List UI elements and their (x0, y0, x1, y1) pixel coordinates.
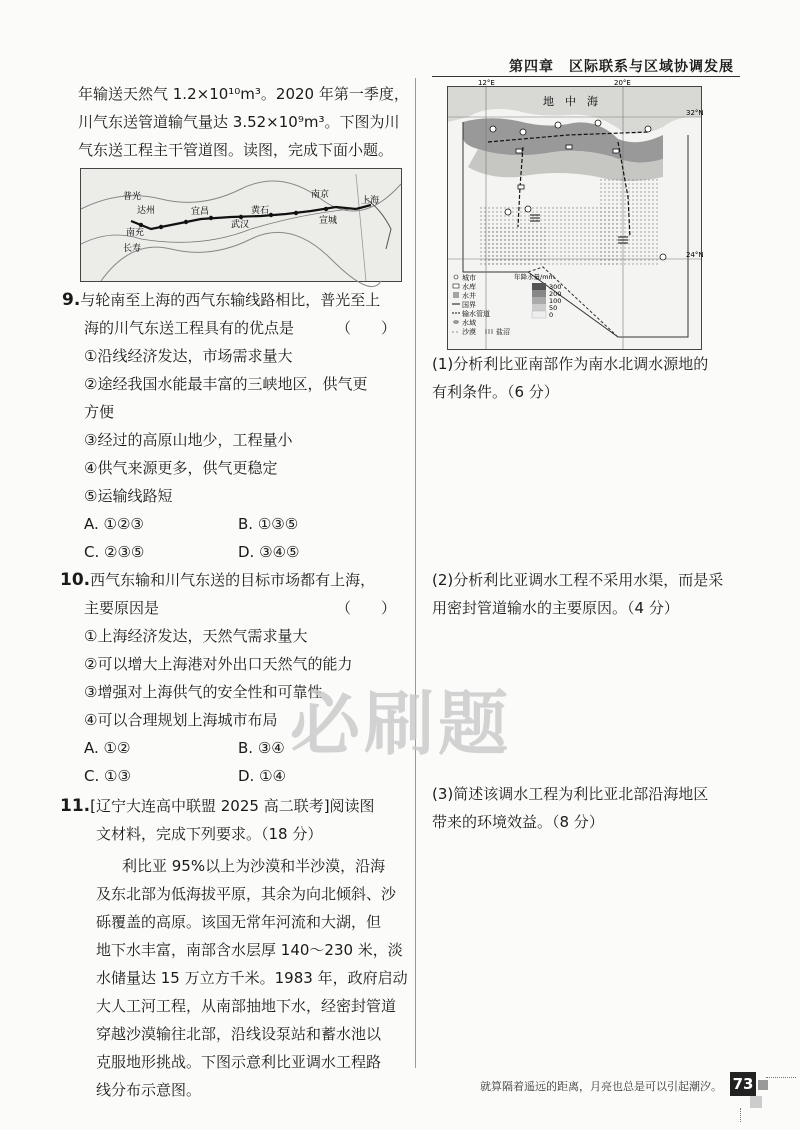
legend-item: 水域 (462, 319, 476, 327)
lon-label: 12°E (478, 79, 495, 87)
sub-question-1: 有利条件。（6 分） (432, 383, 559, 401)
q9-item: 方便 (84, 403, 115, 421)
q10-stem-2: 主要原因是 (84, 599, 160, 617)
map-label: 黄石 (251, 206, 270, 216)
q11-passage-line: 克服地形挑战。下图示意利比亚调水工程路 (96, 1053, 382, 1071)
legend-item: 盐沼 (496, 328, 510, 336)
q10-option-a[interactable]: A. ①② (84, 739, 131, 757)
decor-dots (740, 1108, 742, 1122)
q9-stem-2: 海的川气东送工程具有的优点是 (84, 319, 295, 337)
decor-dots (766, 1077, 796, 1079)
q9-item: ①沿线经济发达，市场需求量大 (84, 347, 293, 365)
map-label: 达州 (137, 206, 156, 216)
sub-question-2: (2)分析利比亚调水工程不采用水渠，而是采 (432, 571, 724, 589)
precip-value: 50 (549, 304, 558, 312)
q10-stem-1: 10.西气东输和川气东送的目标市场都有上海， (60, 570, 376, 590)
q11-passage-line: 水储量达 15 万立方千米。1983 年，政府启动 (96, 969, 408, 987)
q11-passage-line: 线分布示意图。 (96, 1081, 202, 1099)
q10-item: ④可以合理规划上海城市布局 (84, 711, 278, 729)
libya-water-map (447, 79, 704, 350)
lat-label: 32°N (686, 109, 704, 117)
q9-item: ③经过的高原山地少，工程量小 (84, 431, 293, 449)
q11-stem-1: 11.[辽宁大连高中联盟 2025 高二联考]阅读图 (60, 796, 375, 816)
lon-label: 20°E (614, 79, 631, 87)
q9-number: 9. (62, 290, 81, 310)
q9-option-c[interactable]: C. ②③⑤ (84, 543, 145, 561)
q9-answer-blank[interactable]: （ ） (336, 319, 397, 337)
q10-item: ③增强对上海供气的安全性和可靠性 (84, 683, 323, 701)
libya-map-svg (448, 79, 704, 349)
sub-question-3: 带来的环境效益。（8 分） (432, 813, 604, 831)
q9-stem-1: 9.与轮南至上海的西气东输线路相比，普光至上 (62, 290, 381, 310)
legend-item: 国界 (462, 301, 476, 309)
desert-legend-icon (452, 329, 460, 334)
legend-item: 城市 (462, 274, 476, 282)
sub-question-2: 用密封管道输水的主要原因。（4 分） (432, 599, 679, 617)
q11-passage-line: 及东北部为低海拔平原，其余为向北倾斜、沙 (96, 885, 397, 903)
q9-item: ⑤运输线路短 (84, 487, 173, 505)
map-label: 普光 (123, 192, 142, 202)
pipeline-map (80, 168, 402, 282)
q11-stem-2: 文材料，完成下列要求。（18 分） (96, 825, 323, 843)
chapter-title: 第四章 区际联系与区域协调发展 (509, 59, 734, 75)
q10-option-b[interactable]: B. ③④ (238, 739, 285, 757)
map-label: 长寿 (123, 244, 142, 254)
q10-number: 10. (60, 570, 91, 590)
legend-item: 水库 (462, 283, 476, 291)
map-label: 宣城 (319, 216, 338, 226)
q10-answer-blank[interactable]: （ ） (336, 599, 397, 617)
q10-option-c[interactable]: C. ①③ (84, 767, 131, 785)
q9-option-d[interactable]: D. ③④⑤ (238, 543, 300, 561)
intro-line: 川气东送管道输气量达 3.52×10⁹m³。下图为川 (78, 113, 400, 131)
map-label: 南京 (311, 190, 330, 200)
legend-item: 输水管道 (462, 310, 490, 318)
precip-legend-title: 年降水量/mm (514, 273, 555, 281)
sub-question-3: (3)简述该调水工程为利比亚北部沿海地区 (432, 785, 709, 803)
q11-passage-line: 利比亚 95%以上为沙漠和半沙漠，沿海 (122, 857, 386, 875)
precip-value: 0 (549, 311, 554, 319)
footer-quote: 就算隔着遥远的距离，月亮也总是可以引起潮汐。 (480, 1080, 722, 1093)
city-legend-icon (454, 275, 458, 279)
map-label: 宜昌 (191, 207, 210, 217)
q9-item: ④供气来源更多，供气更稳定 (84, 459, 278, 477)
watermark-logo: 必刷题 (290, 683, 512, 765)
q11-number: 11. (60, 796, 91, 816)
decor-square (758, 1080, 768, 1090)
map-label: 上海 (361, 196, 380, 206)
q11-passage-line: 大人工河工程，从南部抽地下水，经密封管道 (96, 997, 397, 1015)
header-rule (432, 76, 740, 77)
precip-value: 200 (549, 290, 562, 298)
sub-question-1: (1)分析利比亚南部作为南水北调水源地的 (432, 355, 709, 373)
precip-value: 100 (549, 297, 562, 305)
reservoir-legend-icon (453, 284, 459, 288)
q10-item: ①上海经济发达，天然气需求量大 (84, 627, 308, 645)
precip-value: 300 (549, 283, 562, 291)
intro-line: 气东送工程主干管道图。读图，完成下面小题。 (78, 141, 394, 159)
q10-option-d[interactable]: D. ①④ (238, 767, 286, 785)
map-label: 南充 (126, 228, 145, 238)
decor-square (750, 1096, 762, 1108)
q10-item: ②可以增大上海港对外出口天然气的能力 (84, 655, 353, 673)
map-label: 武汉 (231, 220, 250, 230)
legend-item: 沙漠 (462, 328, 476, 336)
page-number: 73 (730, 1072, 756, 1096)
pipeline-map-svg (81, 169, 401, 281)
lat-label: 24°N (686, 251, 704, 259)
q11-passage-line: 砾覆盖的高原。该国无常年河流和大湖，但 (96, 913, 382, 931)
column-divider (415, 78, 416, 1068)
intro-line: 年输送天然气 1.2×10¹⁰m³。2020 年第一季度， (78, 85, 409, 103)
water-legend-icon (453, 320, 459, 324)
q9-item: ②途经我国水能最丰富的三峡地区，供气更 (84, 375, 368, 393)
q11-passage-line: 穿越沙漠输往北部，沿线设泵站和蓄水池以 (96, 1025, 382, 1043)
q9-option-b[interactable]: B. ①③⑤ (238, 515, 299, 533)
legend-item: 水井 (462, 292, 476, 300)
q11-passage-line: 地下水丰富，南部含水层厚 140～230 米，淡 (96, 941, 403, 959)
q9-option-a[interactable]: A. ①②③ (84, 515, 144, 533)
sea-label: 地 中 海 (543, 95, 598, 108)
